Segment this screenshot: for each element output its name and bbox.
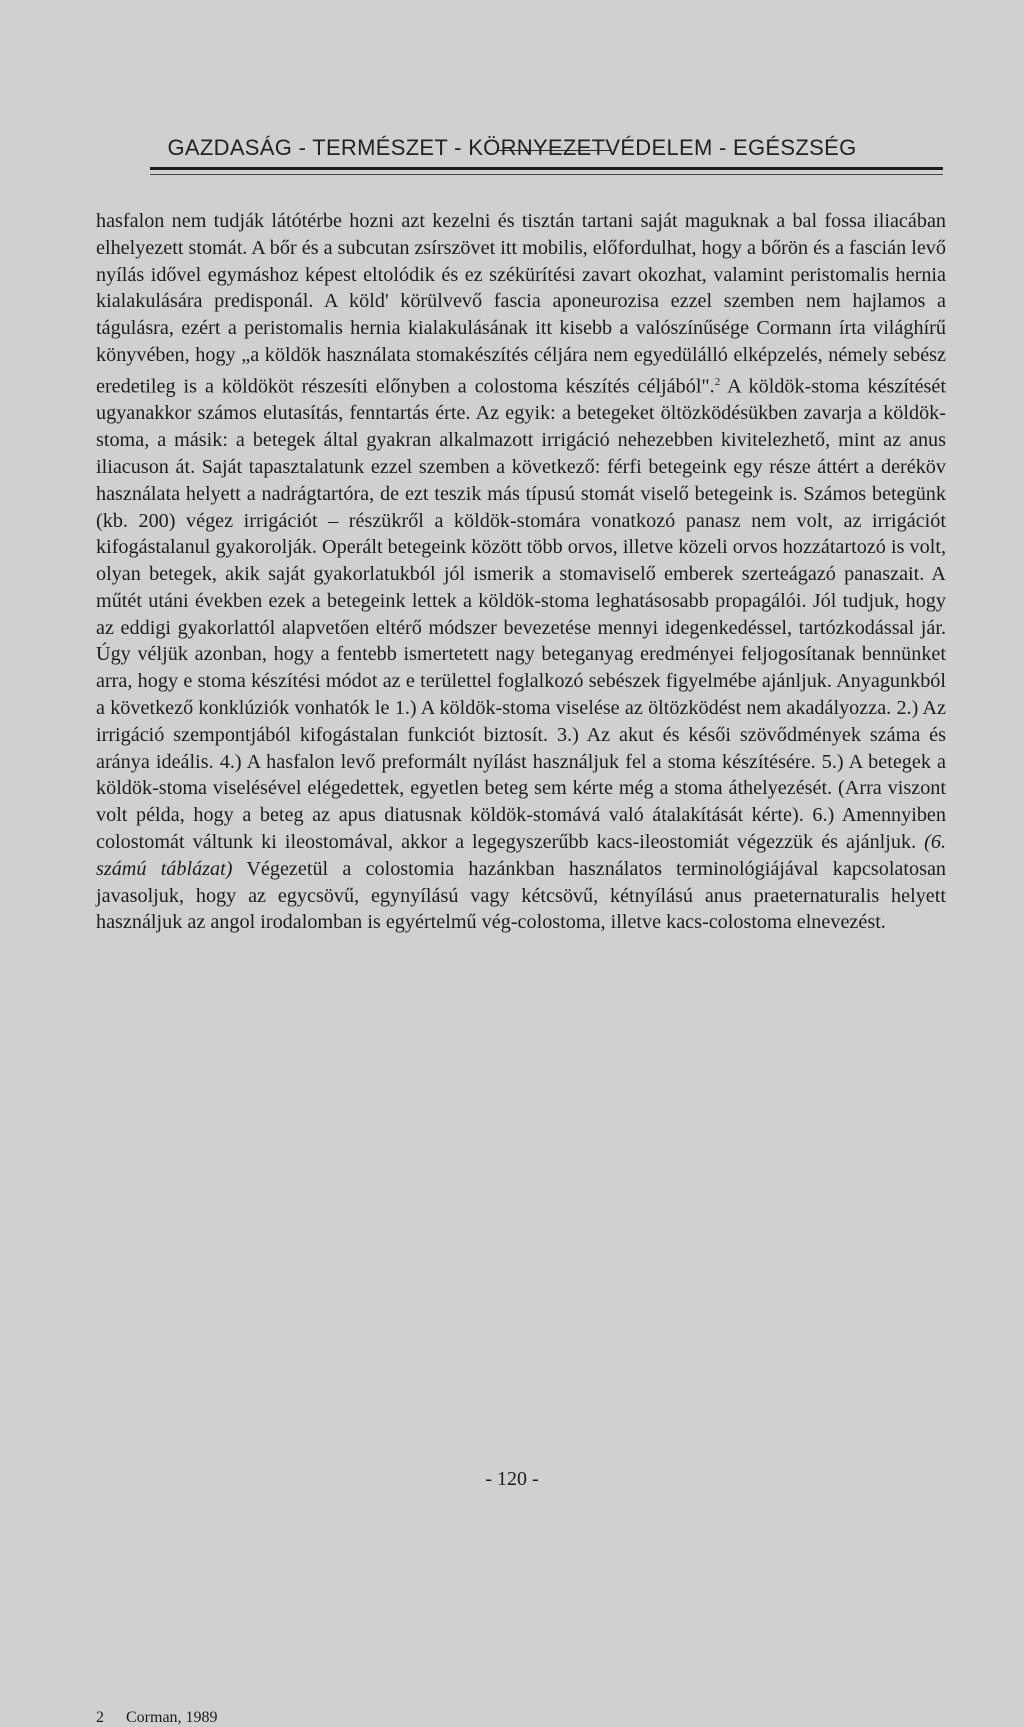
header-rule-thick (150, 167, 943, 170)
body-text-part-a: hasfalon nem tudják látótérbe hozni azt kezelni és tisztán tartani saját maguknak a bal fossa iliacában elhelyezett stomát. A bőr és a subcutan zsírszövet itt mobilis, előfordulhat, hogy a bőrön és a fascián levő nyílás idővel egymáshoz képest eltolódik és ez székürítési zavart okozhat, valamint peristomalis hernia kialakulására predisponál. A köld' körülvevő fascia aponeurozisa ezzel szemben nem hajlamos a tágulásra, ezért a peristomalis hernia kialakulásának itt kisebb a valószínűsége Cormann írta világhírű könyvében, hogy „a köldök használata stomakészítés céljára nem egyedülálló elképzelés, némely sebész eredetileg is a köldököt részesíti előnyben a colostoma készítés céljából". (96, 210, 946, 398)
footnote (96, 1709, 218, 1727)
header-rule-thin (150, 174, 943, 175)
page-number: - 120 - (485, 1468, 539, 1490)
body-text-part-c: Végezetül a colostomia hazánkban használatos terminológiájával kapcsolatosan javasoljuk, hogy az egycsövű, egynyílású vagy kétcsövű, kétnyílású anus praeternaturalis helyett használjuk az angol irodalomban is egyértelmű vég-colostoma, illetve kacs-colostoma elnevezést. (96, 857, 946, 934)
footnote-text: Corman, 1989 (126, 1709, 218, 1726)
table-reference: (6. számú táblázat) (96, 831, 946, 880)
footnote-reference: 2 (714, 375, 721, 388)
body-text-part-b: A köldök-stoma készítését ugyanakkor számos elutasítás, fenntartás érte. Az egyik: a betegeket öltözködésükben zavarja a köldök-stoma, a másik: a betegek által gyakran alkalmazott irrigáció nehezebben kivitelezhető, mint az anus iliacuson át. Saját tapasztalatunk ezzel szemben a következő: férfi betegeink egy része áttért a deréköv használata helyett a nadrágtartóra, de ezt teszik más típusú stomát viselő betegeink is. Számos betegünk (kb. 200) végez irrigációt – részükről a köldök-stomára vonatkozó panasz nem volt, az irrigációt kifogástalanul gyakorolják. Operált betegeink között több orvos, illetve közeli orvos hozzátartozó is volt, olyan betegek, akik saját gyakorlatukból jól ismerik a stomaviselő emberek szerteágazó panaszait. A műtét utáni években ezek a betegeink lettek a köldök-stoma leghatásosabb propagálói. Jól tudjuk, hogy az eddigi gyakorlattól alapvetően eltérő módszer bevezetése mennyi idegenkedéssel, tartózkodással jár. Úgy véljük azonban, hogy a fentebb ismertetett nagy beteganyag eredményei feljogosítanak bennünket arra, hogy e stoma készítési módot az e területtel foglalkozó sebészek figyelmébe ajánljuk. Anyagunkból a következő konklúziók vonhatók le 1.) A köldök-stoma viselése az öltözködést nem akadályozza. 2.) Az irrigáció szempontjából kifogástalan funkciót biztosít. 3.) Az akut és késői szövődmények száma és aránya ideális. 4.) A hasfalon levő preformált nyílást használjuk fel a stoma készítésére. 5.) A betegek a köldök-stoma viselésével elégedettek, egyetlen beteg sem kérte még a stoma áthelyezését. (Arra viszont volt példa, hogy a beteg az apus diatusnak köldök-stomává való átalakítását kérte). 6.) Amennyiben colostomát váltunk ki ileostomával, akkor a legegyszerűbb kacs-ileostomiát végezzük és ajánljuk. (96, 375, 946, 854)
running-header: GAZDASÁG - TERMÉSZET - KÖRNYEZETVÉDELEM - EGÉSZSÉG (167, 135, 857, 160)
body-paragraph (96, 208, 946, 936)
footnote-number: 2 (96, 1709, 104, 1726)
